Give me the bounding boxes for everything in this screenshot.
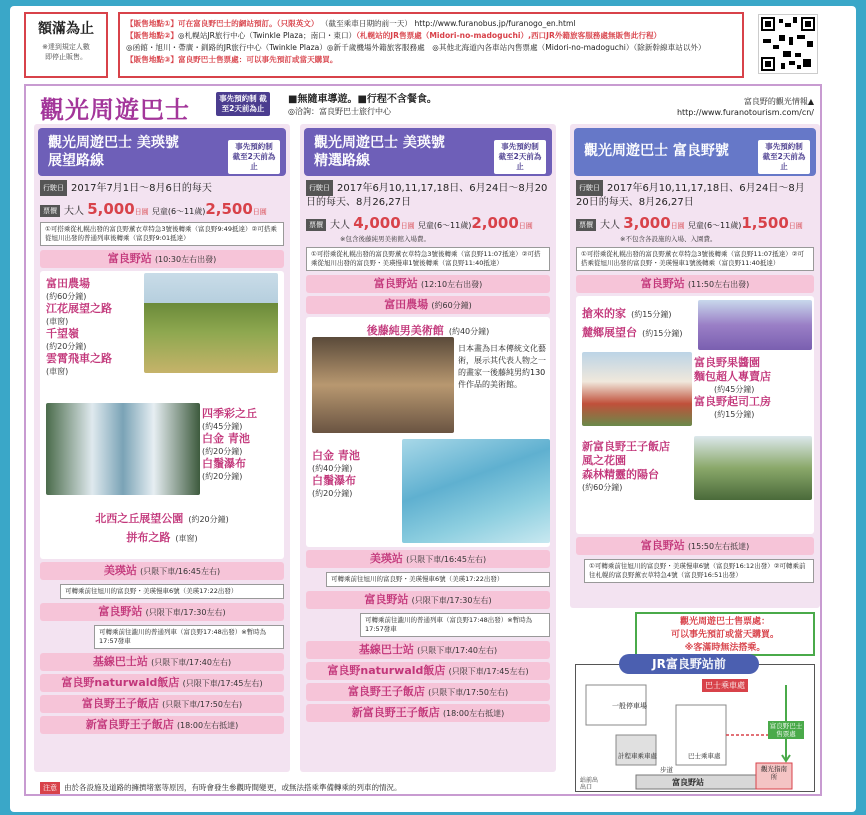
spot-name: 北西之丘展望公園 [95, 512, 184, 525]
route-badge: 事先預約制 截至2天前為止 [758, 140, 810, 174]
full-sub: ※達到規定人數 即停止販售。 [42, 43, 90, 61]
full-notice-box [24, 12, 108, 78]
start-station: 富良野站 (12:10左右出發) [306, 275, 550, 293]
museum-text: 日本畫為日本傳統文化藝術，展示其代表人物之一的畫家一後藤純男約130件作品的美術館。 [458, 344, 546, 389]
route-badge: 事先預約制 截至2天前為止 [494, 140, 546, 174]
spot-name: 白鬚瀑布 [312, 474, 356, 487]
spot-list: 搶來的家 (約15分鐘) 麓鄉展望台 (約15分鐘) 富良野果醬園 麵包超人專賣店 (約45分鐘) 富良野起司工房 (約15分鐘) 新富良野王子飯店 風之花園 森林精靈的陽台 (約60分鐘) [576, 296, 814, 534]
route-biei-select [300, 124, 556, 772]
station-map [575, 612, 815, 794]
map-box [575, 664, 815, 792]
ticket-label: 富良野巴士售票處 [769, 722, 803, 738]
sale-2: 【販售地點②】◎札幌站JR旅行中心（Twinkle Plaza；南口・東口）（札幌站的JR售票處（Midori-no-madoguchi）,西口JR外籍旅客服務處無販售此行程） [126, 31, 662, 40]
route-transfer-info: ①可搭乘從札幌出發的富良野薰衣草特急3號後轉乘（富良野9:49抵達）②可搭乘從旭川出發的普通列車後轉乘（富良野9:01抵達） [40, 222, 284, 246]
spot-name: 麵包超人專賣店 [694, 370, 771, 383]
spot-name: 江花展望之路 [46, 302, 112, 315]
stop-furano: 富良野站 (只限下車/17:30左右) [306, 591, 550, 609]
stop-biei: 美瑛站 (只限下車/16:45左右) [306, 550, 550, 568]
bus-stop-label: 巴士乘車處 [702, 679, 748, 692]
jr-station-label: JR富良野站前 [619, 654, 759, 674]
bus-stop2-label: 巴士乘車處 [688, 752, 721, 760]
site-link[interactable]: http://www.furanotourism.com/cn/ [676, 108, 814, 117]
spot-name: 拼布之路 [126, 531, 171, 544]
route-price: 票價 大人 3,000日圓 兒童(6～11歲)1,500日圓 [576, 214, 814, 232]
main-contact: ◎洽詢：富良野巴士旅行中心 [288, 107, 391, 116]
transfer-1: 可轉乘前往旭川的富良野・美瑛慢車6號（美瑛17:22出發） [60, 584, 284, 599]
stop-new-prince: 新富良野王子飯店 (18:00左右抵達) [40, 716, 284, 734]
route-header: 觀光周遊巴士 富良野號 事先預約制 截至2天前為止 [574, 128, 816, 176]
spot-name: 雲霄飛車之路 [46, 352, 112, 365]
full-title: 額滿為止 [38, 21, 94, 37]
transfer-1: 可轉乘前往旭川的富良野・美瑛慢車6號（美瑛17:22出發） [326, 572, 550, 587]
spot-name: 富良野果醬園 [694, 356, 760, 369]
route-price: 票價 大人 5,000日圓 兒童(6～11歲)2,500日圓 [40, 200, 284, 218]
info-label: 觀光指南所 [761, 765, 787, 781]
stop-naturwald: 富良野naturwald飯店 (只限下車/17:45左右) [306, 662, 550, 680]
spot-name: 後藤純男美術館 [366, 324, 444, 337]
parking-label: 一般停車場 [612, 702, 647, 710]
spot-name: 千望嶺 [46, 327, 79, 340]
transfer-info: ①可轉乘前往旭川的富良野・美瑛慢車6號（富良野16:12出發）②可轉乘前往札幌的富良野薰衣草特急4號（富良野16:51出發） [584, 559, 814, 583]
stop-kisen: 基線巴士站 (只限下車/17:40左右) [306, 641, 550, 659]
stop-new-prince: 新富良野王子飯店 (18:00左右抵達) [306, 704, 550, 722]
start-station: 富良野站 (11:50左右出發) [576, 275, 814, 293]
stop-furano: 富良野站 (只限下車/17:30左右) [40, 603, 284, 621]
photo-lavender [698, 300, 812, 350]
spot-name: 白鬚瀑布 [202, 457, 246, 470]
price-note: ※包含後藤純男美術館入場費。 [340, 235, 430, 243]
spot-list: 後藤純男美術館 (約40分鐘) 日本畫為日本傳統文化藝術，展示其代表人物之一的畫家一後藤純男約130件作品的美術館。 白金 青池 (約40分鐘) 白鬚瀑布 (約20分鐘) [306, 317, 550, 547]
sale-2b: ◎函館・旭川・帶廣・釧路的JR旅行中心（Twinkle Plaza）◎新千歲機場外籍旅客服務處 ◎其他北海道內各車站內售票處（Midori-no-madoguchi）（除新幹線車站以外） [126, 43, 706, 52]
photo-waterfall [46, 403, 200, 495]
notice: 注意 由於各設施及道路的擁擠堵塞等原因，有時會發生參觀時間變更，或無法搭乘準備轉乘的列車的情況。 [40, 782, 402, 794]
sales-note: 觀光周遊巴士售票處： 可以事先預訂或當天購買。 ※客滿時無法搭乘。 [635, 612, 815, 656]
stop-biei: 美瑛站 (只限下車/16:45左右) [40, 562, 284, 580]
route-date: 行駛日 2017年6月10,11,17,18日、6月24日～8月20日的每天、8月26,27日 [576, 180, 814, 210]
end-station: 富良野站 (15:50左右抵達) [576, 537, 814, 555]
spot-name: 風之花園 [582, 454, 626, 467]
spot-name: 白金 青池 [202, 432, 250, 445]
walkway-label: 步道 [660, 766, 673, 774]
transfer-2: 可轉乘前往瀧川的普通列車（富良野17:48出發）※暫時為17:57發車 [94, 625, 284, 649]
stop-prince: 富良野王子飯店 (只限下車/17:50左右) [306, 683, 550, 701]
stop-kisen: 基線巴士站 (只限下車/17:40左右) [40, 653, 284, 671]
route-transfer-info: ①可搭乘從札幌出發的富良野薰衣草特急3號後轉乘（富良野11:07抵達）②可搭乘從旭川出發的富良野・美瑛慢車1號後轉乘（富良野11:40抵達） [306, 247, 550, 271]
route-badge: 事先預約制 截至2天前為止 [228, 140, 280, 174]
spot-name: 森林精靈的陽台 [582, 468, 659, 481]
route-date: 行駛日 2017年6月10,11,17,18日、6月24日～8月20日的每天、8月26,27日 [306, 180, 550, 210]
photo-museum [312, 337, 454, 433]
transfer-2: 可轉乘前往瀧川的普通列車（富良野17:48出發）※暫時為17:57發車 [360, 613, 550, 637]
main-note: ■無隨車導遊。■行程不含餐食。 [288, 94, 437, 105]
spot-name: 搶來的家 [582, 307, 626, 320]
sale-3: 【販售地點③】富良野巴士售票處：可以事先預訂或當天購買。 [126, 55, 338, 64]
spot-name: 四季彩之丘 [202, 407, 257, 420]
spot-name: 富田農場 [46, 277, 90, 290]
photo-house [582, 352, 692, 426]
taxi-label: 計程車乘車處 [618, 752, 657, 760]
spot-name: 富良野起司工房 [694, 395, 771, 408]
main-title: 觀光周遊巴士 [40, 96, 190, 124]
route-price: 票價 大人 4,000日圓 兒童(6～11歲)2,000日圓 [306, 214, 550, 232]
spot-name: 麓鄉展望台 [582, 326, 637, 339]
sale-1: 【販售地點①】可在富良野巴士的網站預訂。（只限英文） （截至乘車日期的前一天） http://www.furanobus.jp/furanogo_en.html [126, 19, 576, 28]
sale-locations-box [118, 12, 744, 78]
spot-name: 白金 青池 [312, 449, 360, 462]
stop-prince: 富良野王子飯店 (只限下車/17:50左右) [40, 695, 284, 713]
start-station: 富良野站 (10:30左右出發) [40, 250, 284, 268]
route-biei-view [34, 124, 290, 772]
route-header: 觀光周遊巴士 美瑛號 展望路線 事先預約制 截至2天前為止 [38, 128, 286, 176]
spot-tomita: 富田農場 (約60分鐘) [306, 296, 550, 314]
price-note: ※不包含各設施的入場、入園費。 [620, 235, 717, 243]
station-label: 富良野站 [672, 778, 704, 787]
qr-code-icon[interactable] [758, 14, 818, 74]
photo-blue-pond [402, 439, 550, 543]
sale1-link[interactable]: http://www.furanobus.jp/furanogo_en.html [414, 19, 576, 28]
site-info: 富良野的觀光情報▲ http://www.furanotourism.com/cn/ [676, 97, 814, 117]
route-header: 觀光周遊巴士 美瑛號 精選路線 事先預約制 截至2天前為止 [304, 128, 552, 176]
photo-road [144, 273, 278, 373]
spot-list: 富田農場 (約60分鐘) 江花展望之路 (車窗) 千望嶺 (約20分鐘) 雲霄飛車之路 (車窗) 四季彩之丘 (約45分鐘) 白金 青池 (約20分鐘) 白鬚瀑布 (約20分鐘) 北西之丘展望公園 (約20分鐘) 拼布之路 (車窗) [40, 271, 284, 559]
exit-label: 站前出出口 [580, 777, 599, 791]
stop-naturwald: 富良野naturwald飯店 (只限下車/17:45左右) [40, 674, 284, 692]
route-date: 行駛日 2017年7月1日～8月6日的每天 [40, 180, 284, 196]
main-badge: 事先預約制 截至2天前為止 [216, 92, 270, 116]
route-furano [570, 124, 820, 608]
spot-name: 新富良野王子飯店 [582, 440, 670, 453]
route-transfer-info: ①可搭乘從札幌出發的富良野薰衣草特急3號後轉乘（富良野11:07抵達）②可搭乘從旭川出發的富良野・美瑛慢車1號後轉乘（富良野11:40抵達） [576, 247, 814, 271]
photo-garden [694, 436, 812, 500]
